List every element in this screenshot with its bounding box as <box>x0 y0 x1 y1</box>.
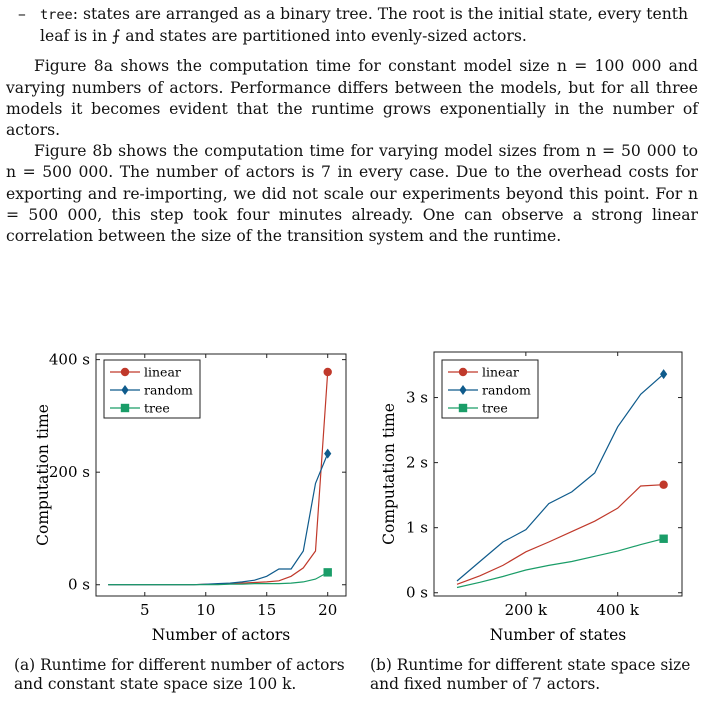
a-xlabel: Number of actors <box>151 626 291 644</box>
caption-a: (a) Runtime for different number of actors and constant state space size 100 k. <box>14 656 345 693</box>
chart-a-svg <box>0 336 352 652</box>
a-xtick-label: 5 <box>140 601 150 619</box>
a-ylabel: Computation time <box>34 404 52 546</box>
b-ylabel: Computation time <box>380 403 398 545</box>
body-text <box>6 4 698 247</box>
b-series-tree-line <box>457 539 664 588</box>
chart-b-svg <box>352 336 704 652</box>
b-legend-marker-tree <box>459 404 467 412</box>
b-series-linear-marker <box>659 481 667 489</box>
a-ytick-label: 0 s <box>67 575 90 594</box>
bullet-text: : states are arranged as a binary tree. The root is the initial state, every tenth leaf is in ⨍ and states are partitioned into evenly-sized actors. <box>40 5 689 46</box>
a-xtick-label: 10 <box>196 601 216 619</box>
a-legend-label-tree: tree <box>144 400 170 416</box>
b-ytick-label: 3 s <box>405 388 428 407</box>
a-legend-label-random: random <box>144 382 193 398</box>
b-legend-marker-linear <box>459 368 467 376</box>
a-xtick-label: 15 <box>257 601 277 619</box>
a-ytick-label: 200 s <box>48 463 90 482</box>
a-series-linear-marker <box>324 368 332 376</box>
figure-8b <box>352 336 704 652</box>
b-xlabel: Number of states <box>489 626 627 644</box>
bullet-item-tree <box>6 4 698 47</box>
a-legend-marker-linear <box>121 368 129 376</box>
b-legend-label-random: random <box>482 382 531 398</box>
b-ytick-label: 2 s <box>405 453 428 472</box>
a-legend-marker-tree <box>121 404 129 412</box>
b-series-linear-line <box>457 485 664 585</box>
a-legend-label-linear: linear <box>144 364 181 380</box>
b-series-tree-marker <box>659 535 667 543</box>
paragraph-2: Figure 8b shows the computation time for varying model sizes from n = 50 000 to n = 500 000. The number of actors is 7 in every case. Due to the overhead costs for exporting and re-importing, we did not scale our experiments beyond this point. For n = 500 000, this step took four minutes already. One can observe a strong linear correlation between the size of the transition system and the runtime. <box>6 142 698 246</box>
b-series-random-marker <box>660 369 667 379</box>
bullet-dash: – <box>18 5 26 23</box>
caption-b: (b) Runtime for different state space size and fixed number of 7 actors. <box>370 656 691 693</box>
a-series-random-marker <box>324 449 331 459</box>
b-ytick-label: 0 s <box>405 583 428 602</box>
bullet-keyword: tree <box>40 7 73 23</box>
a-series-random-line <box>108 454 328 585</box>
b-legend-label-linear: linear <box>482 364 519 380</box>
b-xtick-label: 400 k <box>596 601 639 619</box>
paragraph-1: Figure 8a shows the computation time for constant model size n = 100 000 and varying numbers of actors. Performance differs between the models, but for all three models it becomes evident that the runtime grows exponentially in the number of actors. <box>6 57 698 140</box>
b-ytick-label: 1 s <box>405 518 428 537</box>
b-xtick-label: 200 k <box>504 601 548 619</box>
figure-8a <box>0 336 352 652</box>
b-legend-label-tree: tree <box>482 400 508 416</box>
a-ytick-label: 400 s <box>48 350 90 369</box>
a-xtick-label: 20 <box>318 601 338 619</box>
bullet-body <box>40 4 698 47</box>
a-series-tree-marker <box>324 568 332 576</box>
